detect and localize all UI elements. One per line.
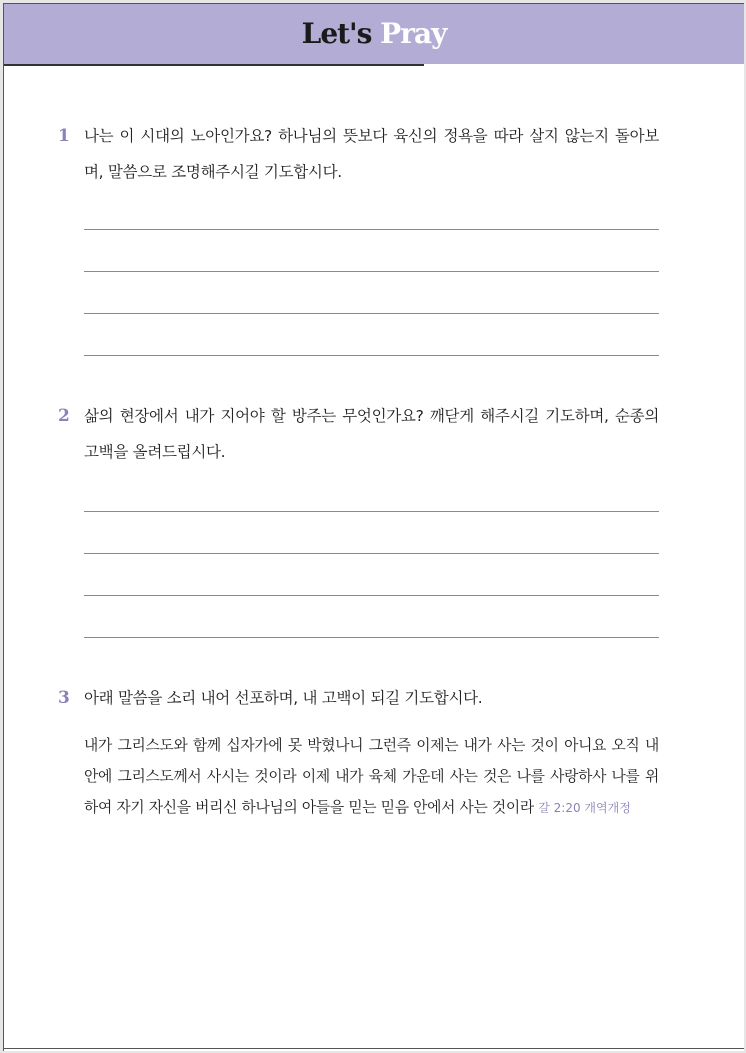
- page-title: [4, 14, 744, 54]
- header-divider: [4, 64, 424, 66]
- question-3-number: 3: [58, 688, 70, 708]
- scripture-passage: [84, 730, 659, 824]
- answer-line[interactable]: [84, 637, 659, 638]
- question-3-text: 아래 말씀을 소리 내어 선포하며, 내 고백이 되길 기도합시다.: [84, 689, 483, 707]
- question-2-number: 2: [58, 406, 70, 426]
- page-bottom-border: [4, 1048, 744, 1049]
- question-2-text: 삶의 현장에서 내가 지어야 할 방주는 무엇인가요? 깨닫게 해주시길 기도하며, 순종의 고백을 올려드립시다.: [84, 407, 659, 461]
- question-1-number: 1: [58, 126, 70, 146]
- scripture-reference: 갈 2:20 개역개정: [538, 801, 631, 815]
- answer-line[interactable]: [84, 553, 659, 554]
- answer-line[interactable]: [84, 313, 659, 314]
- title-lets: Let's: [301, 17, 372, 50]
- answer-line[interactable]: [84, 595, 659, 596]
- question-1-text: 나는 이 시대의 노아인가요? 하나님의 뜻보다 육신의 정욕을 따라 살지 않는지 돌아보며, 말씀으로 조명해주시길 기도합시다.: [84, 127, 659, 181]
- scripture-text: 내가 그리스도와 함께 십자가에 못 박혔나니 그런즉 이제는 내가 사는 것이 아니요 오직 내 안에 그리스도께서 사시는 것이라 이제 내가 육체 가운데 사는 것은 나를 사랑하사 나를 위하여 자기 자신을 버리신 하나님의 아들을 믿는 믿음 안에서 사는 것이라: [84, 737, 659, 816]
- title-pray: Pray: [380, 17, 447, 50]
- answer-line[interactable]: [84, 355, 659, 356]
- worksheet-page: [3, 3, 744, 1051]
- answer-line[interactable]: [84, 511, 659, 512]
- answer-line[interactable]: [84, 271, 659, 272]
- answer-line[interactable]: [84, 229, 659, 230]
